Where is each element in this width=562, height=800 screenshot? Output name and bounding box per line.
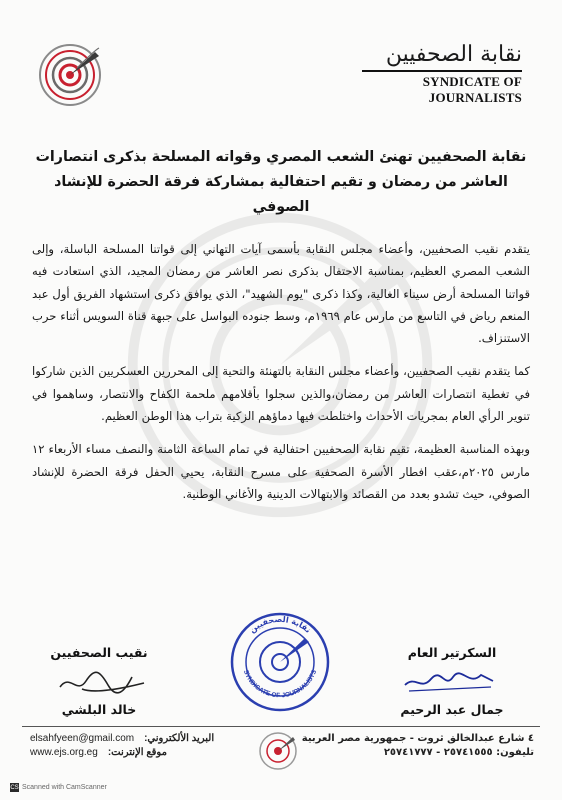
signature-right-scribble xyxy=(399,665,499,699)
letter-body xyxy=(32,238,530,516)
footer-logo-icon xyxy=(257,730,299,772)
footer-phones: تليفون: ٢٥٧٤١٥٥٥ - ٢٥٧٤١٧٧٧ xyxy=(383,747,534,758)
footer-divider xyxy=(22,726,540,727)
stamp-english-text: SYNDICATE OF JOURNALISTS xyxy=(241,669,319,700)
signature-left xyxy=(40,645,158,717)
scan-watermark xyxy=(10,783,107,792)
title-line-2: العاشر من رمضان و تقيم احتفالية بمشاركة فرقة الحضرة للإنشاد الصوفي xyxy=(54,174,508,215)
signature-left-title: نقيب الصحفيين xyxy=(50,645,148,660)
signature-right-name: جمال عبد الرحيم xyxy=(400,702,504,717)
svg-text:نقابة الصحفيين xyxy=(248,615,313,635)
org-name-english: SYNDICATE OF JOURNALISTS xyxy=(362,70,522,106)
brand-header xyxy=(362,42,522,106)
footer-email[interactable]: elsahfyeen@gmail.com xyxy=(30,733,135,744)
title-line-1: نقابة الصحفيين تهنئ الشعب المصري وقواته المسلحة بذكرى انتصارات xyxy=(35,149,527,165)
footer-email-label: البريد الألكتروني: xyxy=(144,733,215,744)
signature-left-name: خالد البلشي xyxy=(61,702,137,717)
body-paragraph-2: كما يتقدم نقيب الصحفيين، وأعضاء مجلس النقابة بالتهنئة والتحية إلى المحررين العسكريين الذين شاركوا في تغطية انتصارات العاشر من رمضان،والذين سجلوا بأقلامهم ملحمة الكفاح والانتصار، وساهموا في تنوير الرأي العام بمجريات الأحداث واختلطت فيها دماؤهم الزكية بتراب هذا الوطن العظيم. xyxy=(32,364,530,424)
footer-website-label: موقع الإنترنت: xyxy=(107,747,167,758)
syndicate-logo-icon xyxy=(35,40,105,110)
camscanner-icon: CS xyxy=(10,784,19,791)
footer-website[interactable]: www.ejs.org.eg xyxy=(30,747,98,758)
stamp-arabic-text: نقابة الصحفيين xyxy=(247,614,313,635)
signature-right-title: السكرتير العام xyxy=(407,645,497,660)
signature-left-scribble xyxy=(52,665,152,699)
letter-title xyxy=(30,145,532,220)
scan-note: Scanned with CamScanner xyxy=(22,784,107,791)
footer-address xyxy=(302,732,534,760)
svg-text:SYNDICATE OF JOURNALISTS xyxy=(242,668,319,699)
footer-address-line: ٤ شارع عبدالخالق ثروت - جمهورية مصر العربية xyxy=(301,733,534,744)
official-stamp xyxy=(225,610,335,715)
footer-contact xyxy=(30,732,214,760)
org-name-arabic: نقابة الصحفيين xyxy=(385,42,522,67)
signature-right xyxy=(387,645,517,717)
body-paragraph-3: وبهذه المناسبة العظيمة، تقيم نقابة الصحفيين احتفالية في تمام الساعة الثامنة والنصف مساء الأربعاء ١٢ مارس ٢٠٢٥م،عقب افطار الأسرة الصحفية على مسرح النقابة، يحيي الحفل فرقة الحضرة للإنشاد الصوفي، حيث تشدو بعدد من القصائد والابتهالات الدينية والأغاني الوطنية. xyxy=(32,442,530,501)
body-paragraph-1: يتقدم نقيب الصحفيين، وأعضاء مجلس النقابة بأسمى آيات التهاني إلى قواتنا المسلحة الباسلة، وإلى الشعب المصري العظيم، بمناسبة الاحتفال بذكرى نصر العاشر من رمضان المجيد، الذي استعادت فيه قواتنا المسلحة أرض سيناء الغالية، وكذا ذكرى "يوم الشهيد"، الذي يوافق ذكرى استشهاد الفريق أول عبد المنعم رياض في التاسع من مارس عام ١٩٦٩م، وسط جنوده البواسل على جبهة قناة السويس أثناء حرب الاستنزاف. xyxy=(32,242,530,346)
